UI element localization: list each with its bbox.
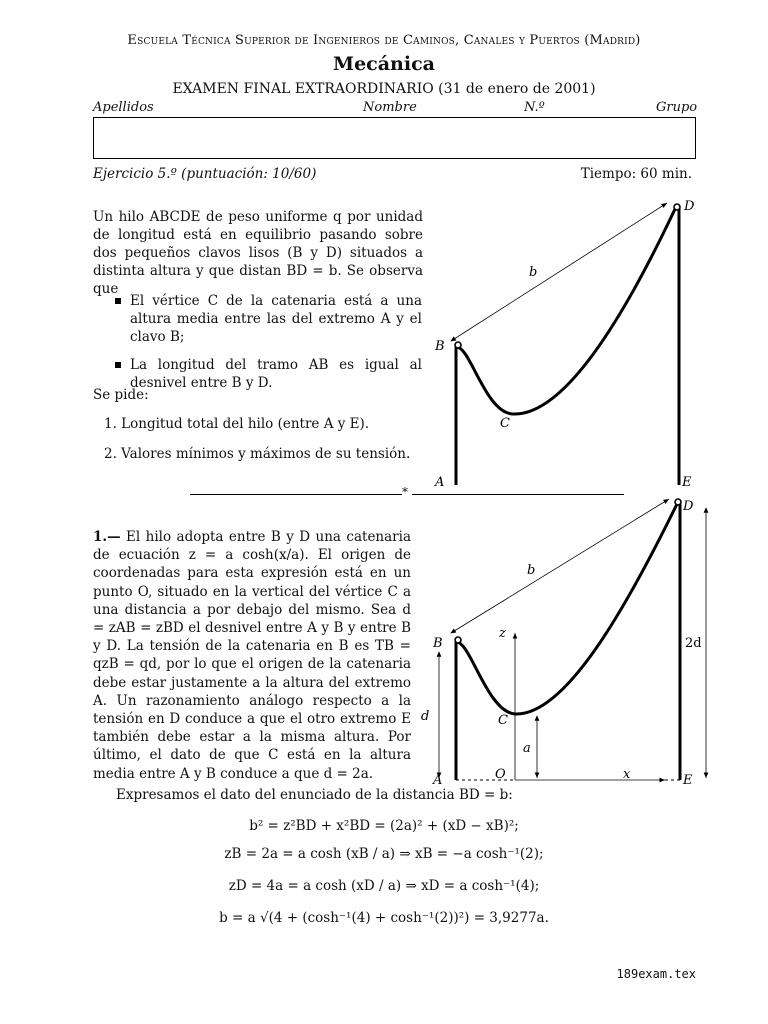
catenary-curve xyxy=(456,209,675,414)
school-name: Escuela Técnica Superior de Ingenieros de Caminos, Canales y Puertos (Madrid) xyxy=(127,33,641,48)
problem-statement: Un hilo ABCDE de peso uniforme q por unidad de longitud está en equilibrio pasando sobre dos pequeños clavos lisos (B y D) situados a distinta altura y que distan BD = b. Se observa que xyxy=(93,209,423,297)
label-b-distance: b xyxy=(527,563,536,578)
formula-1: b² = z²BD + x²BD = (2a)² + (xD − xB)²; xyxy=(249,818,519,834)
distance-bd-arrow xyxy=(451,499,669,633)
section-divider-left xyxy=(190,494,402,495)
label-dim-d: d xyxy=(421,709,430,724)
exam-title: EXAMEN FINAL EXTRAORDINARIO (31 de enero de 2001) xyxy=(172,81,596,97)
bullet-square-icon xyxy=(115,362,121,368)
label-b: B xyxy=(433,636,443,651)
exercise-header xyxy=(93,166,696,182)
nail-d-icon xyxy=(674,204,680,210)
label-e: E xyxy=(683,773,693,788)
observation-text: El vértice C de la catenaria está a una altura media entre las del extremo A y el clavo B; xyxy=(130,293,422,345)
solution-paragraph xyxy=(93,528,411,783)
exercise-time: Tiempo: 60 min. xyxy=(580,166,692,182)
request-item-2: 2. Valores mínimos y máximos de su tensión. xyxy=(104,446,411,462)
solution-heading: 1.— xyxy=(93,529,121,545)
field-label-grupo: Grupo xyxy=(656,100,698,115)
label-d: D xyxy=(683,499,694,514)
figure-catenary-solution xyxy=(415,490,720,790)
solution-text: El hilo adopta entre B y D una catenaria de ecuación z = a cosh(x/a). El origen de coordenadas para esta expresión está en un punto O, situado en la vertical del vértice C a una distancia a por debajo del mismo. Sea d = zAB = zBD el desnivel entre A y B y entre B y D. La tensión de la catenaria en B es TB = qzB = qd, por lo que el origen de la catenaria debe estar justamente a la altura del extremo A. Un razonamiento análogo respecto a la tensión en D conduce a que el otro extremo E también debe estar a la misma altura. Por último, el dato de que C está en la altura media entre A y B conduce a que d = 2a. xyxy=(93,529,411,782)
expresamos-line: Expresamos el dato del enunciado de la distancia BD = b: xyxy=(116,787,513,803)
catenary-curve xyxy=(456,504,677,714)
divider-star: * xyxy=(402,485,408,499)
label-c: C xyxy=(500,416,510,431)
nail-b-icon xyxy=(455,637,461,643)
label-b: B xyxy=(435,339,445,354)
label-a: A xyxy=(433,773,443,788)
formula-2: zB = 2a = a cosh (xB / a) ⇒ xB = −a cosh⁻¹(2); xyxy=(224,846,544,862)
label-2d: 2d xyxy=(685,636,702,651)
observation-text: La longitud del tramo AB es igual al desnivel entre B y D. xyxy=(130,357,422,391)
label-c: C xyxy=(498,713,508,728)
field-label-numero: N.º xyxy=(524,100,545,115)
course-title: Mecánica xyxy=(333,53,435,75)
field-label-apellidos: Apellidos xyxy=(93,100,154,115)
label-a: A xyxy=(435,475,445,490)
nail-b-icon xyxy=(455,342,461,348)
nail-d-icon xyxy=(675,499,681,505)
label-d: D xyxy=(684,199,695,214)
label-a-dim: a xyxy=(523,741,531,756)
bullet-square-icon xyxy=(115,298,121,304)
request-item-1: 1. Longitud total del hilo (entre A y E). xyxy=(104,416,370,432)
observations-list xyxy=(110,292,422,402)
se-pide-label: Se pide: xyxy=(93,387,149,403)
figure-catenary-problem xyxy=(425,195,710,495)
field-label-nombre: Nombre xyxy=(363,100,417,115)
formula-4: b = a √(4 + (cosh⁻¹(4) + cosh⁻¹(2))²) = 3,9277a. xyxy=(219,910,549,926)
label-x: x xyxy=(623,767,631,782)
label-b-distance: b xyxy=(529,265,538,280)
label-o: O xyxy=(495,767,506,782)
label-e: E xyxy=(682,475,692,490)
student-info-box[interactable] xyxy=(93,117,696,159)
observation-item xyxy=(110,292,422,346)
distance-bd-arrow xyxy=(451,203,667,341)
exercise-title: Ejercicio 5.º (puntuación: 10/60) xyxy=(93,166,317,182)
formula-3: zD = 4a = a cosh (xD / a) ⇒ xD = a cosh⁻¹(4); xyxy=(228,878,540,894)
file-name-footer: 189exam.tex xyxy=(616,967,696,981)
observation-item xyxy=(110,356,422,392)
label-z: z xyxy=(499,626,506,641)
